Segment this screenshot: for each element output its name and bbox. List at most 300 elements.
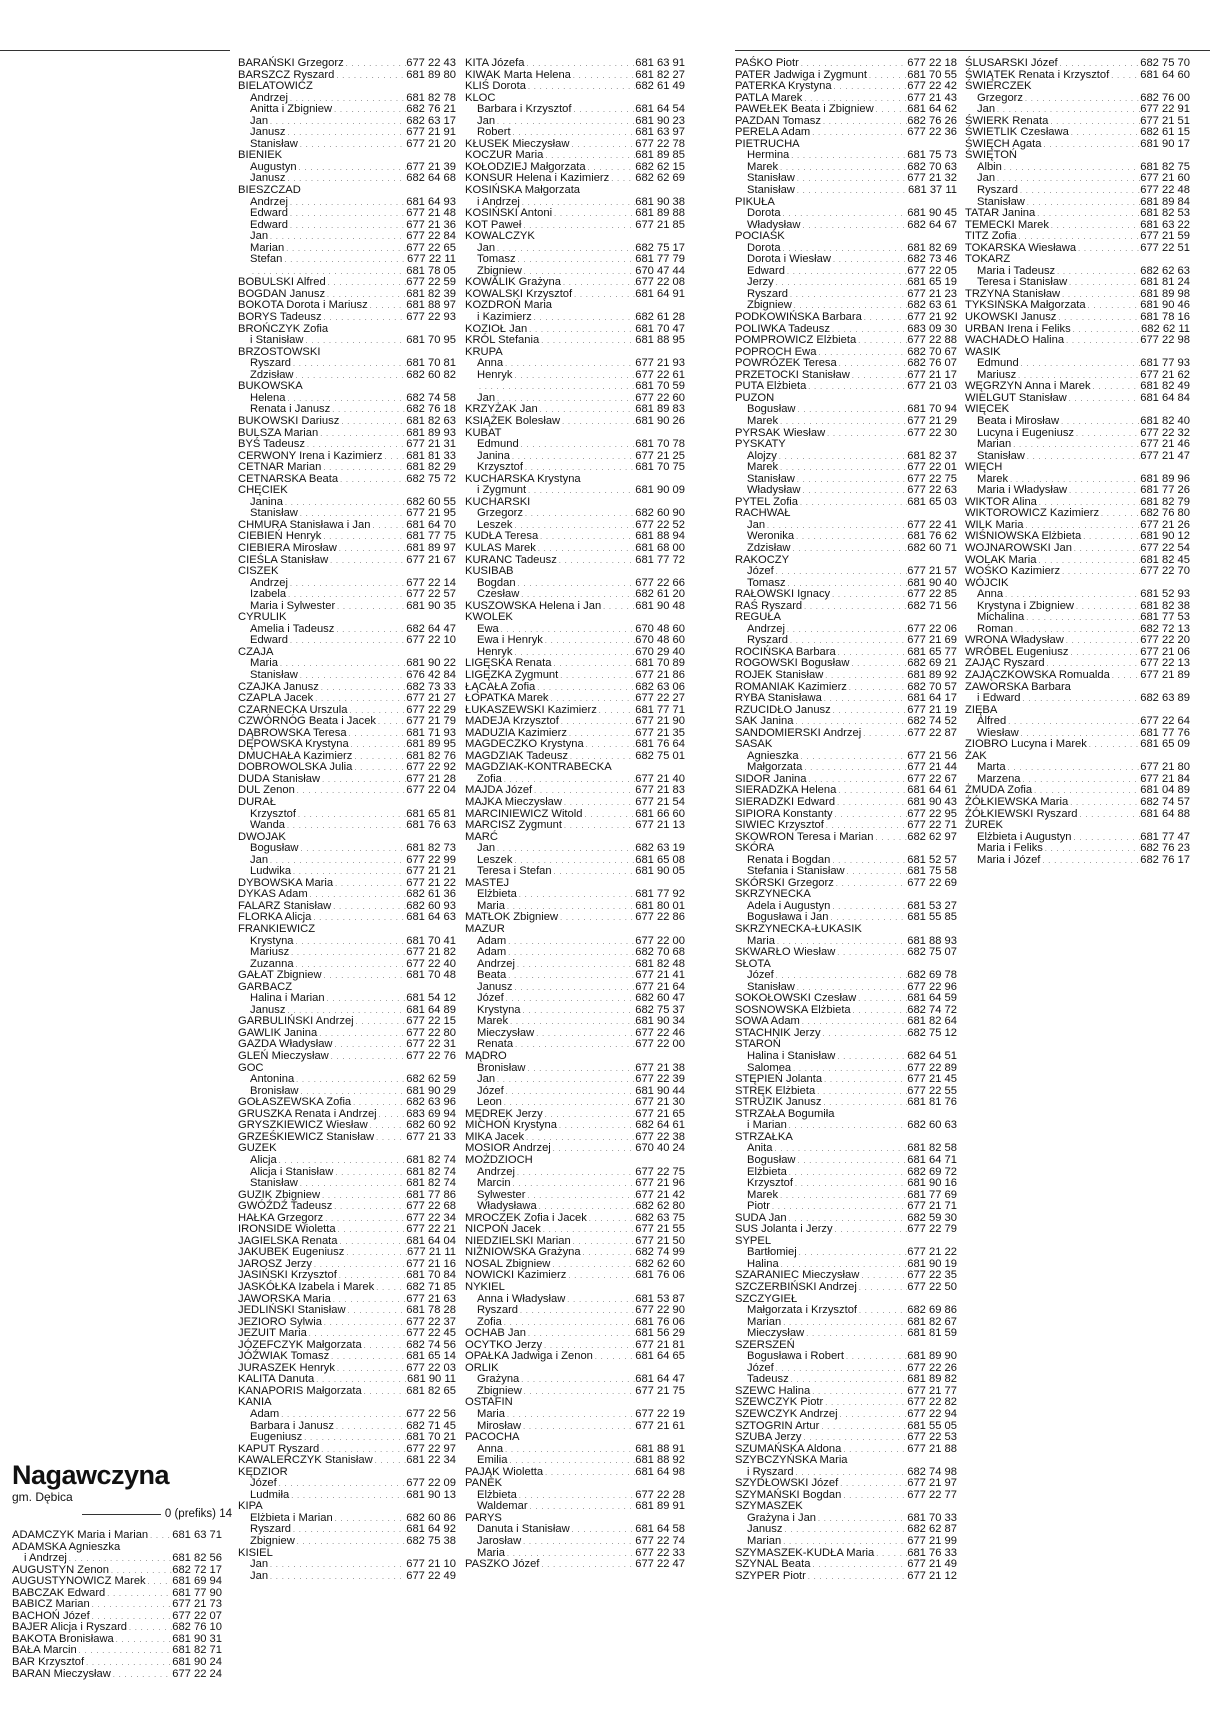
phone-number: 677 22 51 [1140,241,1190,254]
directory-entry [465,104,685,116]
phone-number: 677 22 76 [406,1050,456,1063]
dot-leader [346,1305,407,1317]
phone-number: 677 21 39 [406,160,456,173]
surname-heading [238,797,456,809]
subscriber-name: BORYS Tadeusz [238,311,322,324]
phone-number: 677 22 09 [406,1477,456,1490]
town-name: Nagawczyna [12,1460,170,1490]
phone-number: 681 89 85 [635,149,685,162]
phone-number: 682 71 85 [406,1280,456,1293]
subscriber-name: PERELA Adam [735,126,811,139]
phone-number: 681 78 16 [1140,311,1190,324]
phone-number: 682 60 86 [406,1511,456,1524]
subscriber-name: WOŚKO Kazimierz [965,565,1061,578]
directory-entry [465,947,685,959]
phone-number: 682 69 78 [907,969,957,982]
dot-leader [313,693,406,705]
dot-leader [1019,358,1141,370]
subscriber-name: Edward [250,218,288,231]
dot-leader [289,947,406,959]
subscriber-name: PAJĄK Wioletta [465,1465,544,1478]
subscriber-name: Bartłomiej [747,1246,797,1259]
subscriber-name: Bronisław [477,1061,526,1074]
directory-entry [238,1328,456,1340]
subscriber-name: Janusz [747,1523,783,1536]
phone-number: 682 62 63 [1140,264,1190,277]
subscriber-name: Beata [477,969,507,982]
dot-leader [289,1490,406,1502]
directory-entry [965,797,1190,809]
phone-number: 677 21 61 [635,1419,685,1432]
subscriber-name: SOSNOWSKA Elżbieta [735,1003,851,1016]
dot-leader [302,1432,406,1444]
subscriber-name: KOWALSKI Krzysztof [465,287,573,300]
dot-leader [333,1513,407,1525]
subscriber-name: KANAPORIS Małgorzata [238,1384,362,1397]
commune-name: gm. Dębica [12,1490,73,1504]
phone-number: 681 64 70 [406,518,456,531]
phone-number: 682 76 26 [907,114,957,127]
subscriber-name: DĘPOWSKA Krystyna [238,738,349,751]
phone-number: 681 78 28 [406,1304,456,1317]
dot-leader [268,1559,406,1571]
phone-number: 677 22 70 [1140,565,1190,578]
subscriber-name: PANEK [465,1477,503,1490]
phone-number: 681 90 22 [406,657,456,670]
subscriber-name: Renata i Janusz [250,403,331,416]
subscriber-name: KOSIŃSKI Antoni [465,207,553,220]
dot-leader [873,832,907,844]
directory-entry [965,439,1190,451]
phone-number: 682 70 63 [907,160,957,173]
phone-number: 677 22 37 [406,1315,456,1328]
subscriber-name: Barbara i Krzysztof [477,103,572,116]
directory-entry [238,439,456,451]
phone-number: 677 22 68 [406,1200,456,1213]
dot-leader [825,428,907,440]
phone-number: 677 22 98 [1140,334,1190,347]
phone-number: 681 82 73 [406,842,456,855]
dot-leader [552,866,636,878]
phone-number: 677 22 89 [907,1061,957,1074]
phone-number: 681 90 43 [907,796,957,808]
directory-entry [465,820,685,832]
directory-entry [12,1669,222,1681]
phone-number: 677 21 90 [635,715,685,728]
subscriber-name: ZAJĄC Ryszard [965,657,1045,670]
subscriber-name: Anna [977,588,1004,601]
subscriber-name: POPROCH Ewa [735,345,817,358]
dot-leader [382,451,406,463]
phone-number: 681 82 29 [406,461,456,474]
subscriber-name: BULSZA Marian [238,426,319,439]
dot-leader [526,1328,635,1340]
phone-number: 677 21 36 [406,218,456,231]
phone-number: 677 21 35 [635,726,685,739]
subscriber-name: KLIŚ Dorota [465,80,526,93]
directory-entry [965,185,1190,197]
phone-number: 676 42 84 [406,668,456,681]
dot-leader [1069,127,1140,139]
phone-number: 681 77 71 [635,703,685,716]
phone-number: 682 64 68 [406,172,456,185]
dot-leader [520,1432,686,1444]
phone-number: 681 65 77 [907,645,957,658]
phone-number: 681 90 17 [1140,137,1190,150]
phone-number: 681 82 64 [907,1015,957,1028]
dot-leader [534,1028,635,1040]
directory-column-3 [465,58,685,1571]
phone-number: 681 80 01 [635,899,685,912]
subscriber-name: Józef [747,565,774,578]
phone-number: 677 22 15 [406,1015,456,1028]
subscriber-name: SZCZYGIEŁ [735,1292,798,1305]
subscriber-name: Sylwester [477,1188,526,1201]
top-rule-left [0,50,230,51]
subscriber-name: POMPROWICZ Elżbieta [735,334,857,347]
subscriber-name: Barbara i Janusz [250,1419,334,1432]
subscriber-name: Emilia [477,1454,508,1467]
subscriber-name: SZYMASZEK [735,1500,803,1513]
phone-number: 677 22 88 [907,334,957,347]
top-rule-right [735,50,1210,51]
subscriber-name: Ludmiła [250,1488,290,1501]
phone-number: 681 82 74 [406,1153,456,1166]
phone-number: 677 22 38 [635,1130,685,1143]
phone-number: 681 90 05 [635,865,685,878]
subscriber-name: ŁĄCAŁA Zofia [465,680,536,693]
subscriber-name: MAGDZIAK Tadeusz [465,749,569,762]
phone-number: 682 64 47 [406,622,456,635]
phone-number: 681 65 81 [406,807,456,820]
phone-number: 681 70 41 [406,934,456,947]
subscriber-name: Salomea [747,1061,792,1074]
phone-number: 682 69 72 [907,1165,957,1178]
dot-leader [288,635,406,647]
phone-number: 681 52 93 [1140,588,1190,601]
subscriber-name: BAR Krzysztof [12,1656,85,1669]
dot-leader [352,762,406,774]
dot-leader [526,485,635,497]
phone-number: 677 21 54 [635,796,685,808]
subscriber-name: Jan [250,853,269,866]
dot-leader [519,589,635,601]
subscriber-name: KUCHARSKA Krystyna [465,472,581,485]
subscriber-name: MĄDRO [465,1050,507,1063]
phone-number: 683 09 30 [907,322,957,335]
dot-leader [1021,774,1141,786]
directory-entry [965,312,1190,324]
subscriber-name: MAGDZIAK-KONTRABECKA [465,761,612,774]
phone-number: 677 22 82 [907,1396,957,1409]
subscriber-name: Jerzy [747,276,774,289]
phone-number: 677 22 24 [172,1667,222,1680]
dot-leader [277,1155,406,1167]
phone-number: 681 88 94 [635,530,685,543]
dot-leader [368,300,406,312]
dot-leader [539,335,635,347]
subscriber-name: ROGOWSKI Bogusław [735,657,850,670]
dot-leader [795,474,907,486]
phone-number: 681 64 91 [635,287,685,300]
surname-heading [965,81,1190,93]
subscriber-name: Józef [477,992,504,1005]
subscriber-name: KONSUR Helena i Kazimierz [465,172,610,185]
phone-number: 677 21 17 [907,368,957,381]
dot-leader [335,601,406,613]
subscriber-name: Jan [250,230,269,243]
subscriber-name: Tadeusz [747,1373,789,1386]
phone-number: 677 21 75 [635,1384,685,1397]
dot-leader [505,924,685,936]
dot-leader [549,693,636,705]
subscriber-name: KSIĄŻEK Bolesław [465,414,561,427]
subscriber-name: Zbigniew [747,299,792,312]
subscriber-name: Marcin [477,1177,511,1190]
directory-entry [965,335,1190,347]
phone-number: 681 64 92 [406,1523,456,1536]
subscriber-name: NYKIEL [465,1280,505,1293]
subscriber-name: Mariusz [977,368,1017,381]
subscriber-name: GAZDA Władysław [238,1038,333,1051]
dot-leader [291,1524,406,1536]
directory-column-2 [238,58,456,1582]
subscriber-name: PAŚKO Piotr [735,57,799,69]
subscriber-name: Wanda [250,819,286,832]
subscriber-name: Andrzej [747,622,785,635]
dot-leader [532,312,636,324]
phone-number: 682 64 67 [907,218,957,231]
phone-number: 677 22 14 [406,576,456,589]
subscriber-name: ADAMSKA Agnieszka [12,1540,121,1553]
subscriber-name: Andrzej [250,195,288,208]
dot-leader [510,451,635,463]
phone-number: 681 90 12 [1140,530,1190,543]
subscriber-name: PYTEL Zofia [735,495,799,508]
phone-number: 681 90 45 [907,207,957,220]
subscriber-name: TATAR Janina [965,207,1036,220]
phone-number: 681 89 98 [1140,287,1190,300]
subscriber-name: Jan [977,172,996,185]
phone-number: 677 21 95 [406,507,456,520]
phone-number: 677 22 13 [1140,657,1190,670]
dot-leader [845,866,908,878]
dot-leader [296,809,406,821]
phone-number: 681 63 71 [172,1529,222,1541]
subscriber-name: PAZDAN Tomasz [735,114,821,127]
phone-number: 681 82 53 [1140,207,1190,220]
dot-leader [1109,70,1140,82]
subscriber-name: Maria i Władysław [977,484,1068,497]
dot-leader [562,820,635,832]
subscriber-name: RZUCIDŁO Janusz [735,703,831,716]
dot-leader [332,1201,406,1213]
phone-number: 677 22 65 [406,241,456,254]
phone-number: 682 76 10 [172,1621,222,1634]
dot-leader [778,416,907,428]
subscriber-name: ŻAK [965,749,987,762]
subscriber-name: Andrzej [477,1165,515,1178]
directory-entry [238,104,456,116]
dot-leader [787,1167,907,1179]
dot-leader [495,116,635,128]
dot-leader [796,1155,908,1167]
directory-entry [735,797,957,809]
subscriber-name: WIĘCH [965,461,1003,474]
phone-number: 682 59 30 [907,1211,957,1224]
subscriber-name: CETNAR Marian [238,461,322,474]
dot-leader [288,578,406,590]
subscriber-name: Weronika [747,530,795,543]
subscriber-name: JEZIORO Sylwia [238,1315,322,1328]
phone-number: 681 90 46 [1140,299,1190,312]
subscriber-name: GOC [238,1061,264,1074]
subscriber-name: SZYMAŃSKI Bogdan [735,1488,842,1501]
subscriber-name: Władysław [747,484,801,497]
phone-number: 677 22 39 [635,1073,685,1086]
subscriber-name: Dorota i Wiesław [747,253,831,266]
dot-leader [995,104,1140,116]
directory-entry [965,670,1190,682]
directory-column-5 [965,58,1190,866]
subscriber-name: Hermina [747,149,790,162]
subscriber-name: MOŻDZIOCH [465,1153,533,1166]
dot-leader [787,1120,907,1132]
surname-heading [465,185,685,197]
subscriber-name: WRÓBEL Eugeniusz [965,645,1069,658]
dot-leader [338,474,406,486]
subscriber-name: Danuta i Stanisław [477,1523,570,1536]
subscriber-name: Ewa i Henryk [477,634,543,647]
phone-number: 681 77 79 [635,253,685,266]
phone-number: 677 21 38 [635,1061,685,1074]
dot-leader [67,1553,172,1565]
dot-leader [1040,855,1140,867]
phone-number: 681 54 12 [406,992,456,1005]
subscriber-name: Elżbieta i Marian [250,1511,333,1524]
subscriber-name: BROŃCZYK Zofia [238,322,329,335]
directory-entry [238,589,456,601]
phone-number: 681 89 84 [1140,195,1190,208]
directory-entry [735,589,957,601]
dot-leader [1021,693,1141,705]
directory-entry [465,1201,685,1213]
subscriber-name: STĘPIEŃ Jolanta [735,1073,823,1086]
subscriber-name: CETNARSKA Beata [238,472,339,485]
subscriber-name: MAJKA Mieczysław [465,796,562,808]
dot-leader [557,1120,635,1132]
phone-number: 681 76 63 [406,819,456,832]
subscriber-name: PATER Jadwiga i Zygmunt [735,68,868,81]
dot-leader [835,947,907,959]
dot-leader [1110,670,1140,682]
subscriber-name: SUDA Jan [735,1211,787,1224]
subscriber-name: DĄBROWSKA Teresa [238,726,347,739]
directory-entry [465,1305,685,1317]
phone-number: 681 89 95 [406,738,456,751]
phone-number: 677 22 28 [635,1488,685,1501]
subscriber-name: PUZON [735,391,775,404]
phone-number: 682 75 17 [635,241,685,254]
dot-leader [338,1236,407,1248]
subscriber-name [465,381,477,393]
dot-leader [307,1328,406,1340]
area-prefix: 0 (prefiks) 14 [164,1508,232,1520]
subscriber-name: GAŁAT Zbigniew [238,969,322,982]
subscriber-name: Marek [747,1188,779,1201]
subscriber-name: MARCISZ Zygmunt [465,819,562,832]
dot-leader [294,370,407,382]
subscriber-name: ŚLUSARSKI Józef [965,57,1058,69]
dot-leader [781,208,908,220]
subscriber-name: i Marian [747,1119,787,1132]
dot-leader [857,1282,907,1294]
phone-number: 681 78 05 [406,264,456,277]
subscriber-name: i Ryszard [747,1465,794,1478]
phone-number: 682 73 33 [406,680,456,693]
dot-leader [566,1270,635,1282]
phone-number: 681 81 76 [907,1096,957,1109]
phone-number: 677 21 06 [1140,645,1190,658]
dot-leader [861,728,907,740]
phone-number: 677 21 32 [907,172,957,185]
dot-leader [856,993,907,1005]
dot-leader [299,843,407,855]
directory-entry [465,589,685,601]
surname-heading [465,924,685,936]
dot-leader [565,1294,635,1306]
subscriber-name: Zbigniew [250,1535,295,1547]
phone-number: 681 90 34 [635,1015,685,1028]
phone-number: 682 74 57 [1140,796,1190,808]
phone-number: 681 77 90 [172,1586,222,1599]
phone-number: 682 61 36 [406,888,456,901]
subscriber-name: Stanisław [250,507,298,520]
phone-number: 682 74 58 [406,391,456,404]
dot-leader [810,127,907,139]
phone-number: 681 70 48 [406,969,456,982]
dot-leader [543,635,635,647]
subscriber-name: Marek [477,1015,509,1028]
phone-number: 681 88 97 [406,299,456,312]
phone-number: 681 77 26 [1140,484,1190,497]
directory-entry [238,670,456,682]
dot-leader [831,254,907,266]
phone-number: 677 21 81 [635,1338,685,1351]
subscriber-name: Bogusław [747,403,796,416]
directory-entry [735,1536,957,1548]
subscriber-name: Adam [477,946,507,959]
subscriber-name: CIEBIERA Mirosław [238,541,337,554]
subscriber-name: KIWAK Marta Helena [465,68,571,81]
dot-leader [285,173,406,185]
phone-number: 681 90 09 [635,484,685,497]
directory-entry [238,1536,456,1548]
subscriber-name: Dorota [747,241,781,254]
phone-number: 677 21 91 [406,126,456,139]
dot-leader [535,682,635,694]
subscriber-name: Stanisław [250,137,298,150]
directory-entry [238,462,456,474]
surname-heading [965,820,1190,832]
subscriber-name: SZTOGRIN Artur [735,1419,820,1432]
dot-leader [830,589,907,601]
phone-number: 681 81 24 [1140,276,1190,289]
phone-number: 677 21 03 [907,380,957,393]
subscriber-name: SOKOŁOWSKI Czesław [735,992,857,1005]
dot-leader [315,924,456,936]
dot-leader [867,70,907,82]
